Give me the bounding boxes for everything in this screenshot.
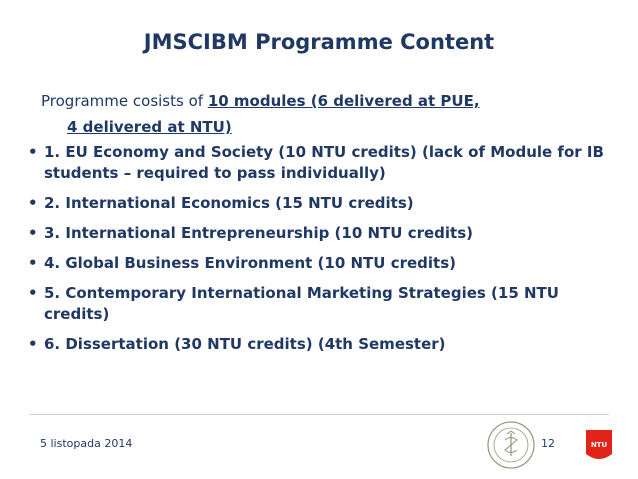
list-item-text: 2. International Economics (15 NTU credits) <box>44 194 414 212</box>
list-item-text: 5. Contemporary International Marketing Strategies (15 NTU credits) <box>44 284 559 323</box>
intro-underlined-line-2: 4 delivered at NTU) <box>67 118 232 136</box>
slide-title: JMSCIBM Programme Content <box>143 30 495 54</box>
page-number: 12 <box>541 437 555 450</box>
list-item <box>28 253 608 274</box>
list-item <box>28 142 608 184</box>
list-item <box>28 193 608 214</box>
intro-prefix: Programme cosists of <box>41 92 208 110</box>
bullet-icon: • <box>28 335 38 353</box>
intro-text <box>41 88 601 140</box>
svg-text:NTU: NTU <box>590 441 608 449</box>
bullet-icon: • <box>28 284 38 302</box>
university-seal-icon <box>486 420 536 470</box>
bullet-icon: • <box>28 194 38 212</box>
bullet-icon: • <box>28 224 38 242</box>
ntu-logo-icon <box>586 430 612 462</box>
intro-underlined-line-1: 10 modules (6 delivered at PUE, <box>207 92 480 110</box>
bullet-icon: • <box>28 143 38 161</box>
list-item-text: 1. EU Economy and Society (10 NTU credits) (lack of Module for IB students – required to pass individually) <box>44 143 604 182</box>
slide-date: 5 listopada 2014 <box>40 437 133 450</box>
list-item <box>28 334 608 355</box>
list-item <box>28 283 608 325</box>
list-item-text: 3. International Entrepreneurship (10 NTU credits) <box>44 224 473 242</box>
list-item <box>28 223 608 244</box>
footer-divider <box>29 414 609 415</box>
bullet-icon: • <box>28 254 38 272</box>
module-list <box>28 142 608 364</box>
list-item-text: 6. Dissertation (30 NTU credits) (4th Semester) <box>44 335 446 353</box>
list-item-text: 4. Global Business Environment (10 NTU credits) <box>44 254 456 272</box>
